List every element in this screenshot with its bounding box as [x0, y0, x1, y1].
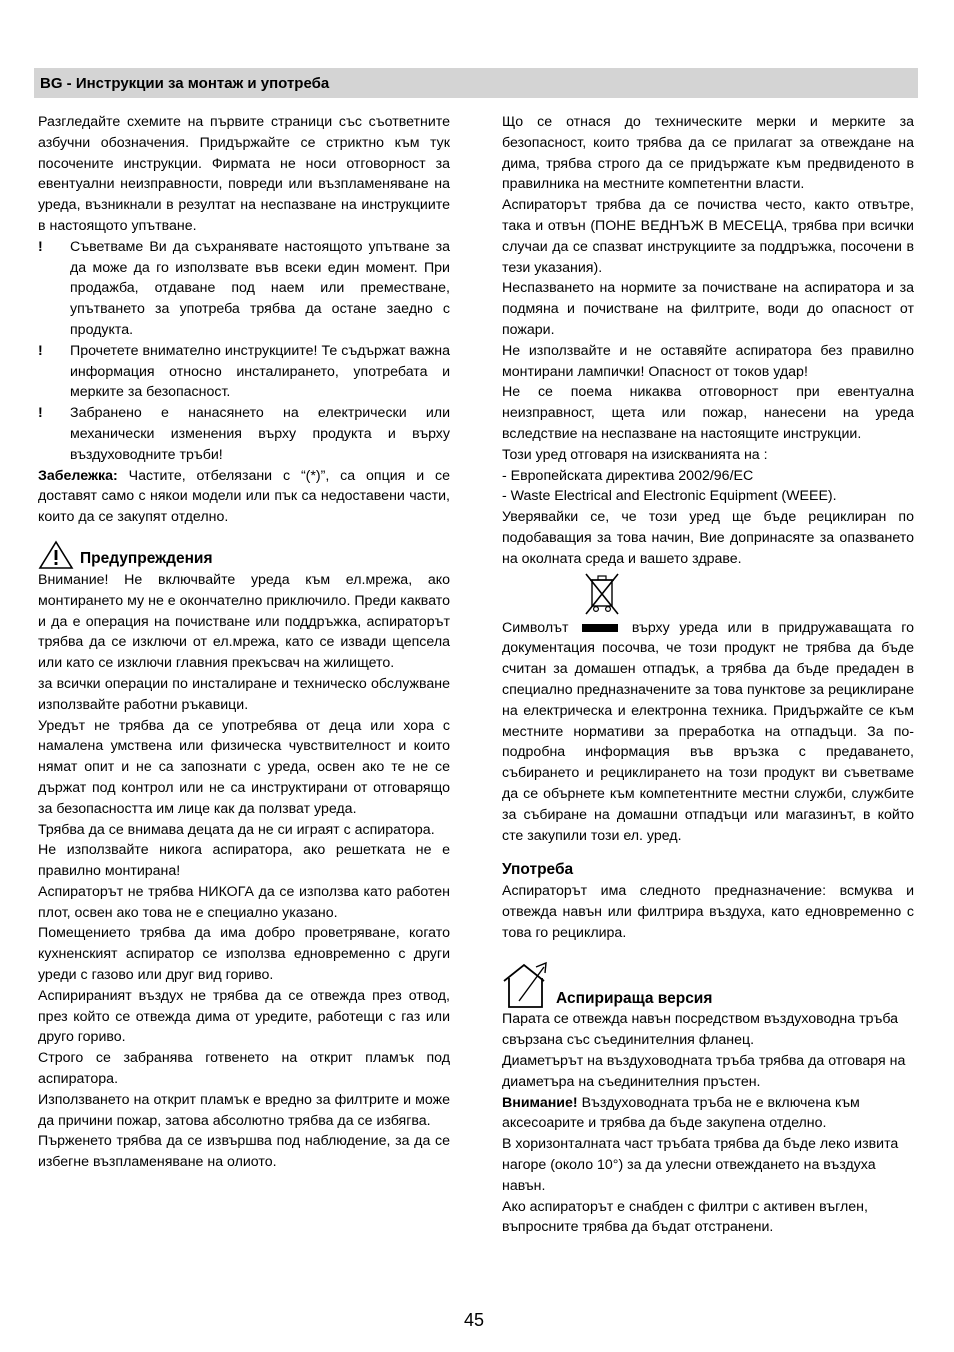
directive-line: - Европейската директива 2002/96/ЕС	[502, 467, 754, 484]
aspir-warning-label: Внимание!	[502, 1094, 578, 1111]
warning-triangle-icon	[38, 540, 74, 570]
safety-paragraph: Не се поема никаква отговорност при евентуална неизправност, щета или пожар, нанесени на уреда вследствие на неспазване на настоящите инструкции.	[502, 384, 914, 442]
right-column	[502, 112, 914, 1238]
note-label: Забележка:	[38, 467, 118, 484]
warnings-heading-row	[38, 540, 450, 570]
bullet-item	[38, 403, 450, 465]
warning-paragraph: Използването на открит пламък е вредно за филтрите и може да причини пожар, затова абсолютно трябва да се избягва.	[38, 1091, 450, 1129]
warning-paragraph: Помещението трябва да има добро проветряване, когато кухненският аспиратор се използва едновременно с други уреди с газово или друг вид гориво.	[38, 925, 450, 984]
recycling-paragraph: Уверявайки се, че този уред ще бъде рециклиран по подобаващия за това начин, Вие допринасяте за опазването на околната среда и вашето здраве.	[502, 509, 914, 567]
aspir-heading-row	[502, 961, 914, 1009]
usage-paragraph: Аспираторът има следното предназначение: всмуква и отвежда навън или филтрира въздуха, като едновременно с това го рециклира.	[502, 883, 914, 941]
section-title: BG - Инструкции за монтаж и употреба	[40, 75, 330, 92]
intro-paragraph: Разгледайте схемите на първите страници със съответните азбучни обозначения. Придържайте се стриктно към тук посочените инструкции. Фирмата не носи отговорност за евентуални неизправности, повреди или възпламеняване на уреда, възникнали в резултат на неспазване на инструкциите в настоящото упътване.	[38, 114, 450, 234]
bullet-item	[38, 237, 450, 341]
warning-paragraph: Пърженето трябва да се извършва под наблюдение, за да се избегне възпламеняване на олиото.	[38, 1133, 450, 1171]
aspir-paragraph: Диаметърът на въздуховодната тръба трябва да отговаря на диаметъра на съединителния пръстен.	[502, 1053, 906, 1090]
page-number: 45	[464, 1310, 485, 1330]
bullet-text: Прочетете внимателно инструкциите! Те съдържат важна информация относно инсталирането, употребата и мерките за безопасност.	[70, 342, 450, 401]
bullet-text: Забранено е нанасянето на електрически или механически изменения върху продукта и върху въздуховодните тръби!	[70, 405, 450, 463]
warning-paragraph: Трябва да се внимава децата да не си играят с аспиратора.	[38, 821, 435, 838]
usage-heading: Употреба	[502, 861, 574, 879]
safety-paragraph: Неспазването на нормите за почистване на аспиратора и за подмяна и почистване на филтрите, води до опасност от пожари.	[502, 280, 914, 338]
safety-paragraph: Не използвайте и не оставяйте аспиратора без правилно монтирани лампички! Опасност от токов удар!	[502, 342, 914, 380]
crossed-bin-icon	[582, 572, 622, 618]
extraction-house-icon	[502, 961, 552, 1009]
weee-paragraph	[502, 618, 914, 847]
warning-paragraph: Не използвайте никога аспиратора, ако решетката не е правилно монтирана!	[38, 842, 450, 880]
note-text: Частите, отбелязани с “(*)”, са опция и се доставят само с някои модели или пък са недоставени части, които да се закупят отделно.	[38, 467, 450, 526]
note-paragraph	[38, 466, 450, 528]
warning-paragraph: Уредът не трябва да се употребява от деца или хора с намалена умствена или физическа чувствителност и които нямат опит и не са запознати с уреда, освен ако те не се държат под контрол или не са инструктирани от отговарящо за безопасността им лице как да ползват уреда.	[38, 717, 450, 817]
exclamation-mark: !	[38, 342, 43, 359]
symbol-text: върху уреда или в придружаващата го документация посочва, че този продукт не трябва да бъде считан за домашен отпадък, а трябва да бъде предаден в специално предназначените за това пунктове за рециклиране на електрическа и електронна техника. Придържайте се към местните нормативи за преработка на отпадъци. За по-подробна информация във връзка с предаването, събирането и рециклирането на този продукт ви съветваме да се обърнете към компетентните местни служби, службите за събиране на домашни отпадъци или магазинът, в който сте закупили този ел. уред.	[502, 619, 914, 844]
bullet-text: Съветваме Ви да съхранявате настоящото упътване за да може да го използвате във всеки един момент. При продажба, отдаване под наем или преместване, упътването за употреба трябва да остане заедно с продукта.	[70, 238, 450, 338]
aspir-warning-text: Въздуховодната тръба не е включена към аксесоарите и трябва да бъде закупена отделно.	[502, 1094, 860, 1132]
warnings-heading: Предупреждения	[80, 550, 213, 568]
warning-paragraph: Строго се забранява готвенето на открит пламък под аспиратора.	[38, 1050, 450, 1088]
warning-paragraph: Аспираторът не трябва НИКОГА да се използва като работен плот, освен ако това не е специално указано.	[38, 883, 450, 921]
aspir-paragraph: Парата се отвежда навън посредством въздуховодна тръба свързана със съединителния фланец.	[502, 1011, 899, 1049]
black-bar-symbol	[582, 624, 618, 632]
exclamation-mark: !	[38, 238, 43, 255]
aspir-warning-paragraph	[502, 1093, 914, 1135]
exclamation-mark: !	[38, 405, 43, 422]
safety-paragraph: Що се отнася до техническите мерки и мерките за безопасност, които трябва да се прилагат за отвеждане на дима, трябва строго да се придържате към предвиденото в правилника на местните компетентни власти.	[502, 114, 914, 193]
section-header-bar	[34, 68, 918, 98]
warning-paragraph: Аспирираният въздух не трябва да се отвежда през отвод, през който се отвежда дима от уредите, работещи с газ или друго гориво.	[38, 987, 450, 1046]
aspir-paragraph: Ако аспираторът е снабден с филтри с активен въглен, въпросните трябва да бъдат отстранени.	[502, 1198, 868, 1236]
bullet-item	[38, 341, 450, 403]
safety-paragraph: Аспираторът трябва да се почиства често, както отвътре, така и отвън (ПОНЕ ВЕДНЪЖ В МЕСЕЦА, трябва при всички случаи да се спазват инструкциите за поддръжка, посочени в тези указания).	[502, 197, 914, 276]
directive-line: Този уред отговаря на изискванията на :	[502, 446, 768, 463]
left-column	[38, 112, 450, 1173]
symbol-word: Символът	[502, 619, 569, 636]
weee-symbol-row	[502, 570, 914, 618]
aspir-paragraph: В хоризонталната част тръбата трябва да бъде леко извита нагоре (около 10°) за да улесни отвеждането на въздуха навън.	[502, 1136, 899, 1194]
aspir-heading: Аспирираща версия	[556, 989, 713, 1007]
warning-paragraph: Внимание! Не включвайте уреда към ел.мрежа, ако монтирането му не е окончателно приключило. Преди каквато и да е операция на почистване или поддръжка, аспираторът трябва да се изключи от ел.мрежа, като се извади щепсела или като се изключи главния прекъсвач на жилището.	[38, 571, 450, 672]
warning-paragraph: за всички операции по инсталиране и техническо обслужване използвайте работни ръкавици.	[38, 675, 450, 713]
directive-line: - Waste Electrical and Electronic Equipment (WEEE).	[502, 488, 837, 505]
